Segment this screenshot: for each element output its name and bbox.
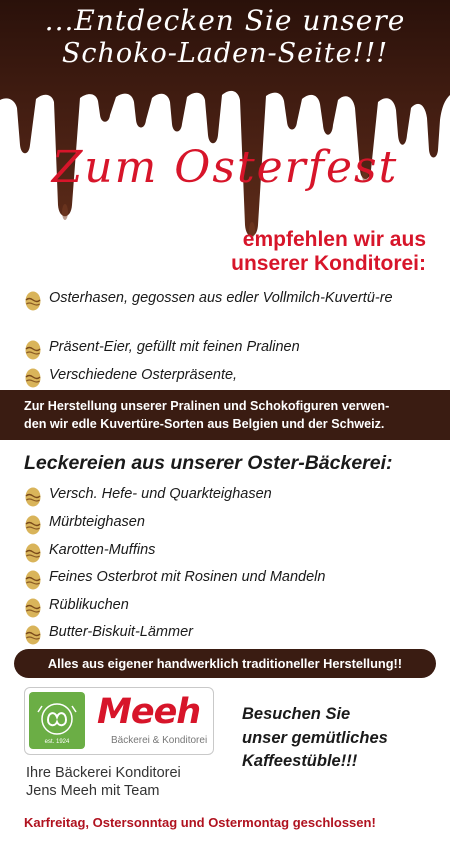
- easter-egg-icon: [24, 596, 42, 618]
- easter-egg-icon: [24, 485, 42, 507]
- owner-line-1: Ihre Bäckerei Konditorei: [26, 765, 181, 781]
- visit-line-2: unser gemütliches: [242, 729, 388, 747]
- logo-name: Meeh: [97, 692, 201, 732]
- info-band: [0, 390, 450, 440]
- list-item-text: Verschiedene Osterpräsente,: [49, 367, 238, 383]
- list-item-text: Versch. Hefe- und Quarkteighasen: [49, 486, 272, 502]
- list-item-text: Präsent-Eier, gefüllt mit feinen Pralinen: [49, 339, 300, 355]
- list-item-text: Feines Osterbrot mit Rosinen und Mandeln: [49, 569, 326, 585]
- info-band-line-2: den wir edle Kuvertüre-Sorten aus Belgien und der Schweiz.: [24, 417, 385, 431]
- bakery-heading: Leckereien aus unserer Oster-Bäckerei:: [24, 452, 393, 474]
- logo-subtitle: Bäckerei & Konditorei: [111, 735, 208, 746]
- easter-egg-icon: [24, 366, 42, 388]
- list-item: [24, 485, 436, 503]
- list-item: [24, 513, 436, 531]
- recommendation-line-2: unserer Konditorei:: [231, 252, 426, 275]
- easter-egg-icon: [24, 513, 42, 535]
- list-item-text: Rüblikuchen: [49, 597, 129, 613]
- list-item: [24, 366, 436, 384]
- easter-title: Zum Osterfest: [51, 142, 399, 193]
- list-item: [24, 568, 436, 586]
- easter-egg-icon: [24, 541, 42, 563]
- list-item: [24, 338, 436, 356]
- list-item: [24, 596, 436, 614]
- logo-seal: [29, 692, 85, 749]
- bakery-logo: [24, 687, 214, 755]
- logo-seal-text: est. 1924: [44, 739, 70, 745]
- list-item-text: Osterhasen, gegossen aus edler Vollmilch-Kuvertü-re: [49, 290, 393, 306]
- tradition-banner: Alles aus eigener handwerklich traditioneller Herstellung!!: [14, 649, 436, 678]
- headline-line-2: Schoko-Laden-Seite!!!: [61, 38, 389, 69]
- owner-line-2: Jens Meeh mit Team: [26, 783, 160, 799]
- pretzel-icon: [29, 692, 85, 749]
- list-item-text: Mürbteighasen: [49, 514, 145, 530]
- list-item: [24, 289, 436, 307]
- easter-egg-icon: [24, 338, 42, 360]
- easter-egg-icon: [24, 568, 42, 590]
- recommendation-line-1: empfehlen wir aus: [242, 228, 426, 251]
- info-band-line-1: Zur Herstellung unserer Pralinen und Schokofiguren verwen-: [24, 399, 390, 413]
- visit-line-1: Besuchen Sie: [242, 705, 351, 723]
- easter-egg-icon: [24, 623, 42, 645]
- list-item-text: Karotten-Muffins: [49, 542, 156, 558]
- list-item: [24, 541, 436, 559]
- easter-egg-icon: [24, 289, 42, 311]
- list-item-text: Butter-Biskuit-Lämmer: [49, 624, 193, 640]
- list-item: [24, 623, 436, 641]
- visit-line-3: Kaffeestüble!!!: [242, 752, 358, 770]
- headline-line-1: ...Entdecken Sie unsere: [44, 4, 406, 37]
- closed-notice: Karfreitag, Ostersonntag und Ostermontag geschlossen!: [24, 815, 376, 830]
